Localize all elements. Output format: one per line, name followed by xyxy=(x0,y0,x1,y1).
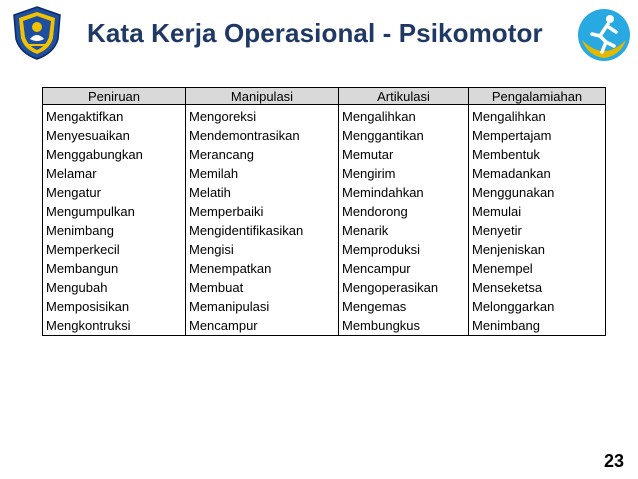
table-cell: Mengkontruksi xyxy=(43,316,186,336)
table-cell: Memindahkan xyxy=(339,183,469,202)
table-cell: Melatih xyxy=(186,183,339,202)
table-row xyxy=(43,126,606,145)
table-row xyxy=(43,278,606,297)
table-cell: Memproduksi xyxy=(339,240,469,259)
table-cell: Memilah xyxy=(186,164,339,183)
table-row xyxy=(43,145,606,164)
table-cell: Mengoreksi xyxy=(186,105,339,127)
table-cell: Melonggarkan xyxy=(469,297,606,316)
ministry-emblem-icon xyxy=(10,5,64,61)
running-figure-icon xyxy=(576,6,632,64)
program-logo xyxy=(576,6,632,64)
table-cell: Memperkecil xyxy=(43,240,186,259)
table-cell: Memposisikan xyxy=(43,297,186,316)
table-cell: Membungkus xyxy=(339,316,469,336)
table-cell: Mengaktifkan xyxy=(43,105,186,127)
column-header: Peniruan xyxy=(43,88,186,105)
table-cell: Memperbaiki xyxy=(186,202,339,221)
table-cell: Menimbang xyxy=(43,221,186,240)
table-row xyxy=(43,259,606,278)
table-cell: Mencampur xyxy=(186,316,339,336)
table-cell: Menimbang xyxy=(469,316,606,336)
table-row xyxy=(43,164,606,183)
table-cell: Mendemontrasikan xyxy=(186,126,339,145)
table-cell: Menseketsa xyxy=(469,278,606,297)
table-cell: Mengalihkan xyxy=(469,105,606,127)
table-cell: Melamar xyxy=(43,164,186,183)
table-cell: Mengoperasikan xyxy=(339,278,469,297)
table-row xyxy=(43,221,606,240)
table-cell: Menjeniskan xyxy=(469,240,606,259)
table-cell: Mengatur xyxy=(43,183,186,202)
table-cell: Mengalihkan xyxy=(339,105,469,127)
table-cell: Menempatkan xyxy=(186,259,339,278)
table-cell: Mengisi xyxy=(186,240,339,259)
table-cell: Menyetir xyxy=(469,221,606,240)
table-cell: Mengirim xyxy=(339,164,469,183)
column-header: Pengalamiahan xyxy=(469,88,606,105)
table-cell: Mencampur xyxy=(339,259,469,278)
table-cell: Memadankan xyxy=(469,164,606,183)
psychomotor-verbs-table xyxy=(42,87,606,336)
table-cell: Menyesuaikan xyxy=(43,126,186,145)
table-cell: Menarik xyxy=(339,221,469,240)
table-cell: Mengemas xyxy=(339,297,469,316)
slide-title: Kata Kerja Operasional - Psikomotor xyxy=(87,18,543,48)
table-cell: Mendorong xyxy=(339,202,469,221)
page-number: 23 xyxy=(603,451,624,471)
table-cell: Mempertajam xyxy=(469,126,606,145)
table-cell: Memanipulasi xyxy=(186,297,339,316)
table-row xyxy=(43,105,606,127)
table-cell: Membangun xyxy=(43,259,186,278)
table-cell: Memutar xyxy=(339,145,469,164)
table-cell: Menempel xyxy=(469,259,606,278)
table-cell: Menggunakan xyxy=(469,183,606,202)
table-cell: Membuat xyxy=(186,278,339,297)
table-cell: Mengubah xyxy=(43,278,186,297)
column-header: Artikulasi xyxy=(339,88,469,105)
table-cell: Membentuk xyxy=(469,145,606,164)
table-row xyxy=(43,240,606,259)
column-header: Manipulasi xyxy=(186,88,339,105)
table-cell: Menggabungkan xyxy=(43,145,186,164)
table-row xyxy=(43,297,606,316)
ministry-logo xyxy=(10,5,64,61)
table-cell: Mengumpulkan xyxy=(43,202,186,221)
table-row xyxy=(43,316,606,336)
table-cell: Menggantikan xyxy=(339,126,469,145)
table-header-row xyxy=(43,88,606,105)
table-cell: Mengidentifikasikan xyxy=(186,221,339,240)
table-cell: Merancang xyxy=(186,145,339,164)
table-row xyxy=(43,202,606,221)
table-cell: Memulai xyxy=(469,202,606,221)
table-row xyxy=(43,183,606,202)
